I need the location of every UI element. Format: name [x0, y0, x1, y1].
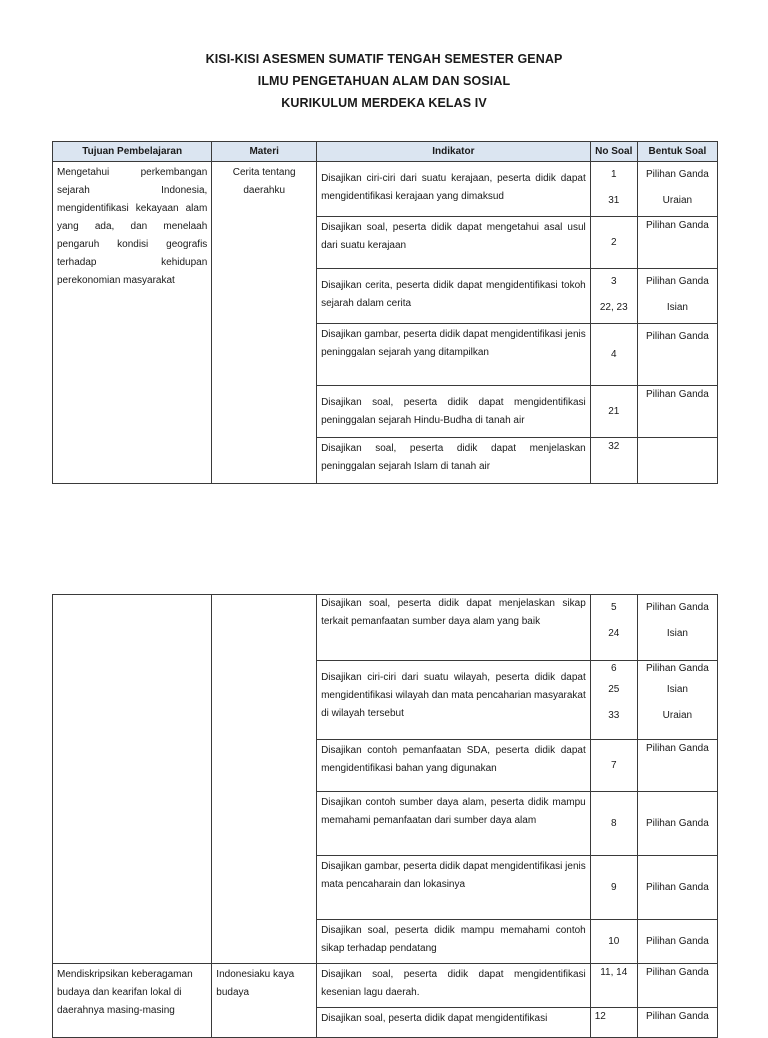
bentuk-soal-cell	[637, 792, 717, 856]
bentuk-soal-value: Pilihan Ganda	[645, 817, 709, 829]
no-soal-value: 11, 14	[600, 967, 628, 978]
no-soal-value: 4	[610, 348, 617, 360]
bentuk-soal-value: Pilihan Ganda	[645, 967, 709, 978]
no-soal-cell	[590, 324, 637, 386]
no-soal-cell	[590, 740, 637, 792]
no-soal-cell	[590, 964, 637, 1008]
no-soal-cell	[590, 438, 637, 484]
bentuk-soal-cell	[637, 964, 717, 1008]
indikator-cell: Disajikan soal, peserta didik dapat mengidentifikasi kesenian lagu daerah.	[317, 964, 591, 1008]
bentuk-soal-value: Pilihan Ganda	[645, 220, 709, 231]
bentuk-soal-cell	[637, 162, 717, 217]
indikator-cell: Disajikan cerita, peserta didik dapat mengidentifikasi tokoh sejarah dalam cerita	[317, 269, 591, 324]
bentuk-soal-cell	[637, 595, 717, 661]
no-soal-value: 22, 23	[599, 302, 628, 313]
indikator-cell: Disajikan contoh sumber daya alam, peserta didik mampu memahami pemanfaatan dari sumber daya alam	[317, 792, 591, 856]
bentuk-soal-value: Pilihan Ganda	[645, 389, 709, 400]
no-soal-cell	[590, 792, 637, 856]
indikator-cell: Disajikan soal, peserta didik dapat menjelaskan peninggalan sejarah Islam di tanah air	[317, 438, 591, 484]
tujuan-pembelajaran-cell: Mengetahui perkembangan sejarah Indonesia, mengidentifikasi kekayaan alam yang ada, dan menelaah pengaruh kondisi geografis terhadap kehidupan perekonomian masyarakat	[53, 162, 212, 484]
bentuk-soal-value: Uraian	[662, 195, 693, 206]
bentuk-soal-value: Pilihan Ganda	[645, 881, 709, 893]
tujuan-pembelajaran-cell: Mendiskripsikan keberagaman budaya dan kearifan lokal di daerahnya masing-masing	[53, 964, 212, 1038]
no-soal-value: 6	[610, 663, 617, 674]
no-soal-value: 32	[608, 441, 620, 452]
no-soal-value: 5	[610, 602, 617, 613]
materi-cell: Indonesiaku kaya budaya	[212, 964, 317, 1038]
bentuk-soal-cell	[637, 269, 717, 324]
bentuk-soal-value: Pilihan Ganda	[645, 276, 709, 287]
no-soal-value: 3	[610, 276, 617, 287]
no-soal-value: 24	[608, 628, 620, 639]
materi-cell: Cerita tentang daerahku	[212, 162, 317, 484]
no-soal-cell	[590, 386, 637, 438]
table-row	[53, 964, 718, 1008]
bentuk-soal-cell	[637, 856, 717, 920]
table-header-row	[53, 142, 718, 162]
title-line-1: KISI-KISI ASESMEN SUMATIF TENGAH SEMESTER GENAP	[205, 52, 563, 66]
header-tujuan: Tujuan Pembelajaran	[53, 142, 212, 162]
bentuk-soal-cell	[637, 324, 717, 386]
no-soal-cell	[590, 856, 637, 920]
title-line-2: ILMU PENGETAHUAN ALAM DAN SOSIAL	[257, 74, 511, 88]
no-soal-value: 21	[608, 405, 620, 417]
title-line-3: KURIKULUM MERDEKA KELAS IV	[281, 96, 487, 110]
bentuk-soal-value: Isian	[666, 302, 688, 313]
no-soal-value: 1	[610, 169, 617, 180]
bentuk-soal-value: Uraian	[662, 710, 693, 721]
indikator-cell: Disajikan contoh pemanfaatan SDA, peserta didik dapat mengidentifikasi bahan yang digunakan	[317, 740, 591, 792]
header-indikator: Indikator	[317, 142, 591, 162]
no-soal-value: 2	[610, 236, 617, 248]
document-title-block	[0, 48, 768, 114]
table-row	[53, 162, 718, 217]
bentuk-soal-value: Pilihan Ganda	[645, 331, 709, 342]
no-soal-cell	[590, 595, 637, 661]
no-soal-value: 12	[594, 1011, 606, 1022]
kisi-kisi-table-page-1	[52, 141, 718, 484]
header-bentuk-soal: Bentuk Soal	[637, 142, 717, 162]
bentuk-soal-value: Pilihan Ganda	[645, 169, 709, 180]
no-soal-value: 9	[610, 881, 617, 893]
indikator-cell: Disajikan soal, peserta didik dapat mengidentifikasi peninggalan sejarah Hindu-Budha di tanah air	[317, 386, 591, 438]
no-soal-value: 8	[610, 817, 617, 829]
bentuk-soal-cell	[637, 1008, 717, 1038]
no-soal-cell	[590, 269, 637, 324]
materi-cell	[212, 595, 317, 964]
indikator-cell: Disajikan soal, peserta didik dapat mengetahui asal usul dari suatu kerajaan	[317, 217, 591, 269]
bentuk-soal-cell	[637, 920, 717, 964]
no-soal-value: 25	[608, 684, 620, 695]
indikator-cell: Disajikan ciri-ciri dari suatu wilayah, peserta didik dapat mengidentifikasi wilayah dan mata pencaharian masyarakat di wilayah tersebut	[317, 661, 591, 740]
indikator-cell: Disajikan gambar, peserta didik dapat mengidentifikasi jenis peninggalan sejarah yang ditampilkan	[317, 324, 591, 386]
no-soal-value: 31	[608, 195, 620, 206]
indikator-cell: Disajikan soal, peserta didik dapat menjelaskan sikap terkait pemanfaatan sumber daya alam yang baik	[317, 595, 591, 661]
no-soal-value: 33	[608, 710, 620, 721]
bentuk-soal-cell	[637, 661, 717, 740]
no-soal-cell	[590, 1008, 637, 1038]
indikator-cell: Disajikan gambar, peserta didik dapat mengidentifikasi jenis mata pencaharain dan lokasinya	[317, 856, 591, 920]
no-soal-cell	[590, 162, 637, 217]
bentuk-soal-value: Isian	[666, 684, 688, 695]
no-soal-value: 7	[610, 759, 617, 771]
bentuk-soal-value: Isian	[666, 628, 688, 639]
bentuk-soal-value: Pilihan Ganda	[645, 1011, 709, 1022]
header-no-soal: No Soal	[590, 142, 637, 162]
indikator-cell: Disajikan ciri-ciri dari suatu kerajaan, peserta didik dapat mengidentifikasi kerajaan yang dimaksud	[317, 162, 591, 217]
no-soal-cell	[590, 920, 637, 964]
tujuan-pembelajaran-cell	[53, 595, 212, 964]
bentuk-soal-cell	[637, 217, 717, 269]
bentuk-soal-cell	[637, 386, 717, 438]
bentuk-soal-value: Pilihan Ganda	[645, 602, 709, 613]
table-row	[53, 595, 718, 661]
no-soal-cell	[590, 217, 637, 269]
bentuk-soal-value: Pilihan Ganda	[645, 935, 709, 947]
no-soal-cell	[590, 661, 637, 740]
no-soal-value: 10	[608, 935, 620, 947]
indikator-cell: Disajikan soal, peserta didik dapat mengidentifikasi	[317, 1008, 591, 1038]
bentuk-soal-value: Pilihan Ganda	[645, 663, 709, 674]
header-materi: Materi	[212, 142, 317, 162]
bentuk-soal-cell	[637, 438, 717, 484]
bentuk-soal-cell	[637, 740, 717, 792]
bentuk-soal-value: Pilihan Ganda	[645, 743, 709, 754]
indikator-cell: Disajikan soal, peserta didik mampu memahami contoh sikap terhadap pendatang	[317, 920, 591, 964]
kisi-kisi-table-page-2	[52, 594, 718, 1038]
